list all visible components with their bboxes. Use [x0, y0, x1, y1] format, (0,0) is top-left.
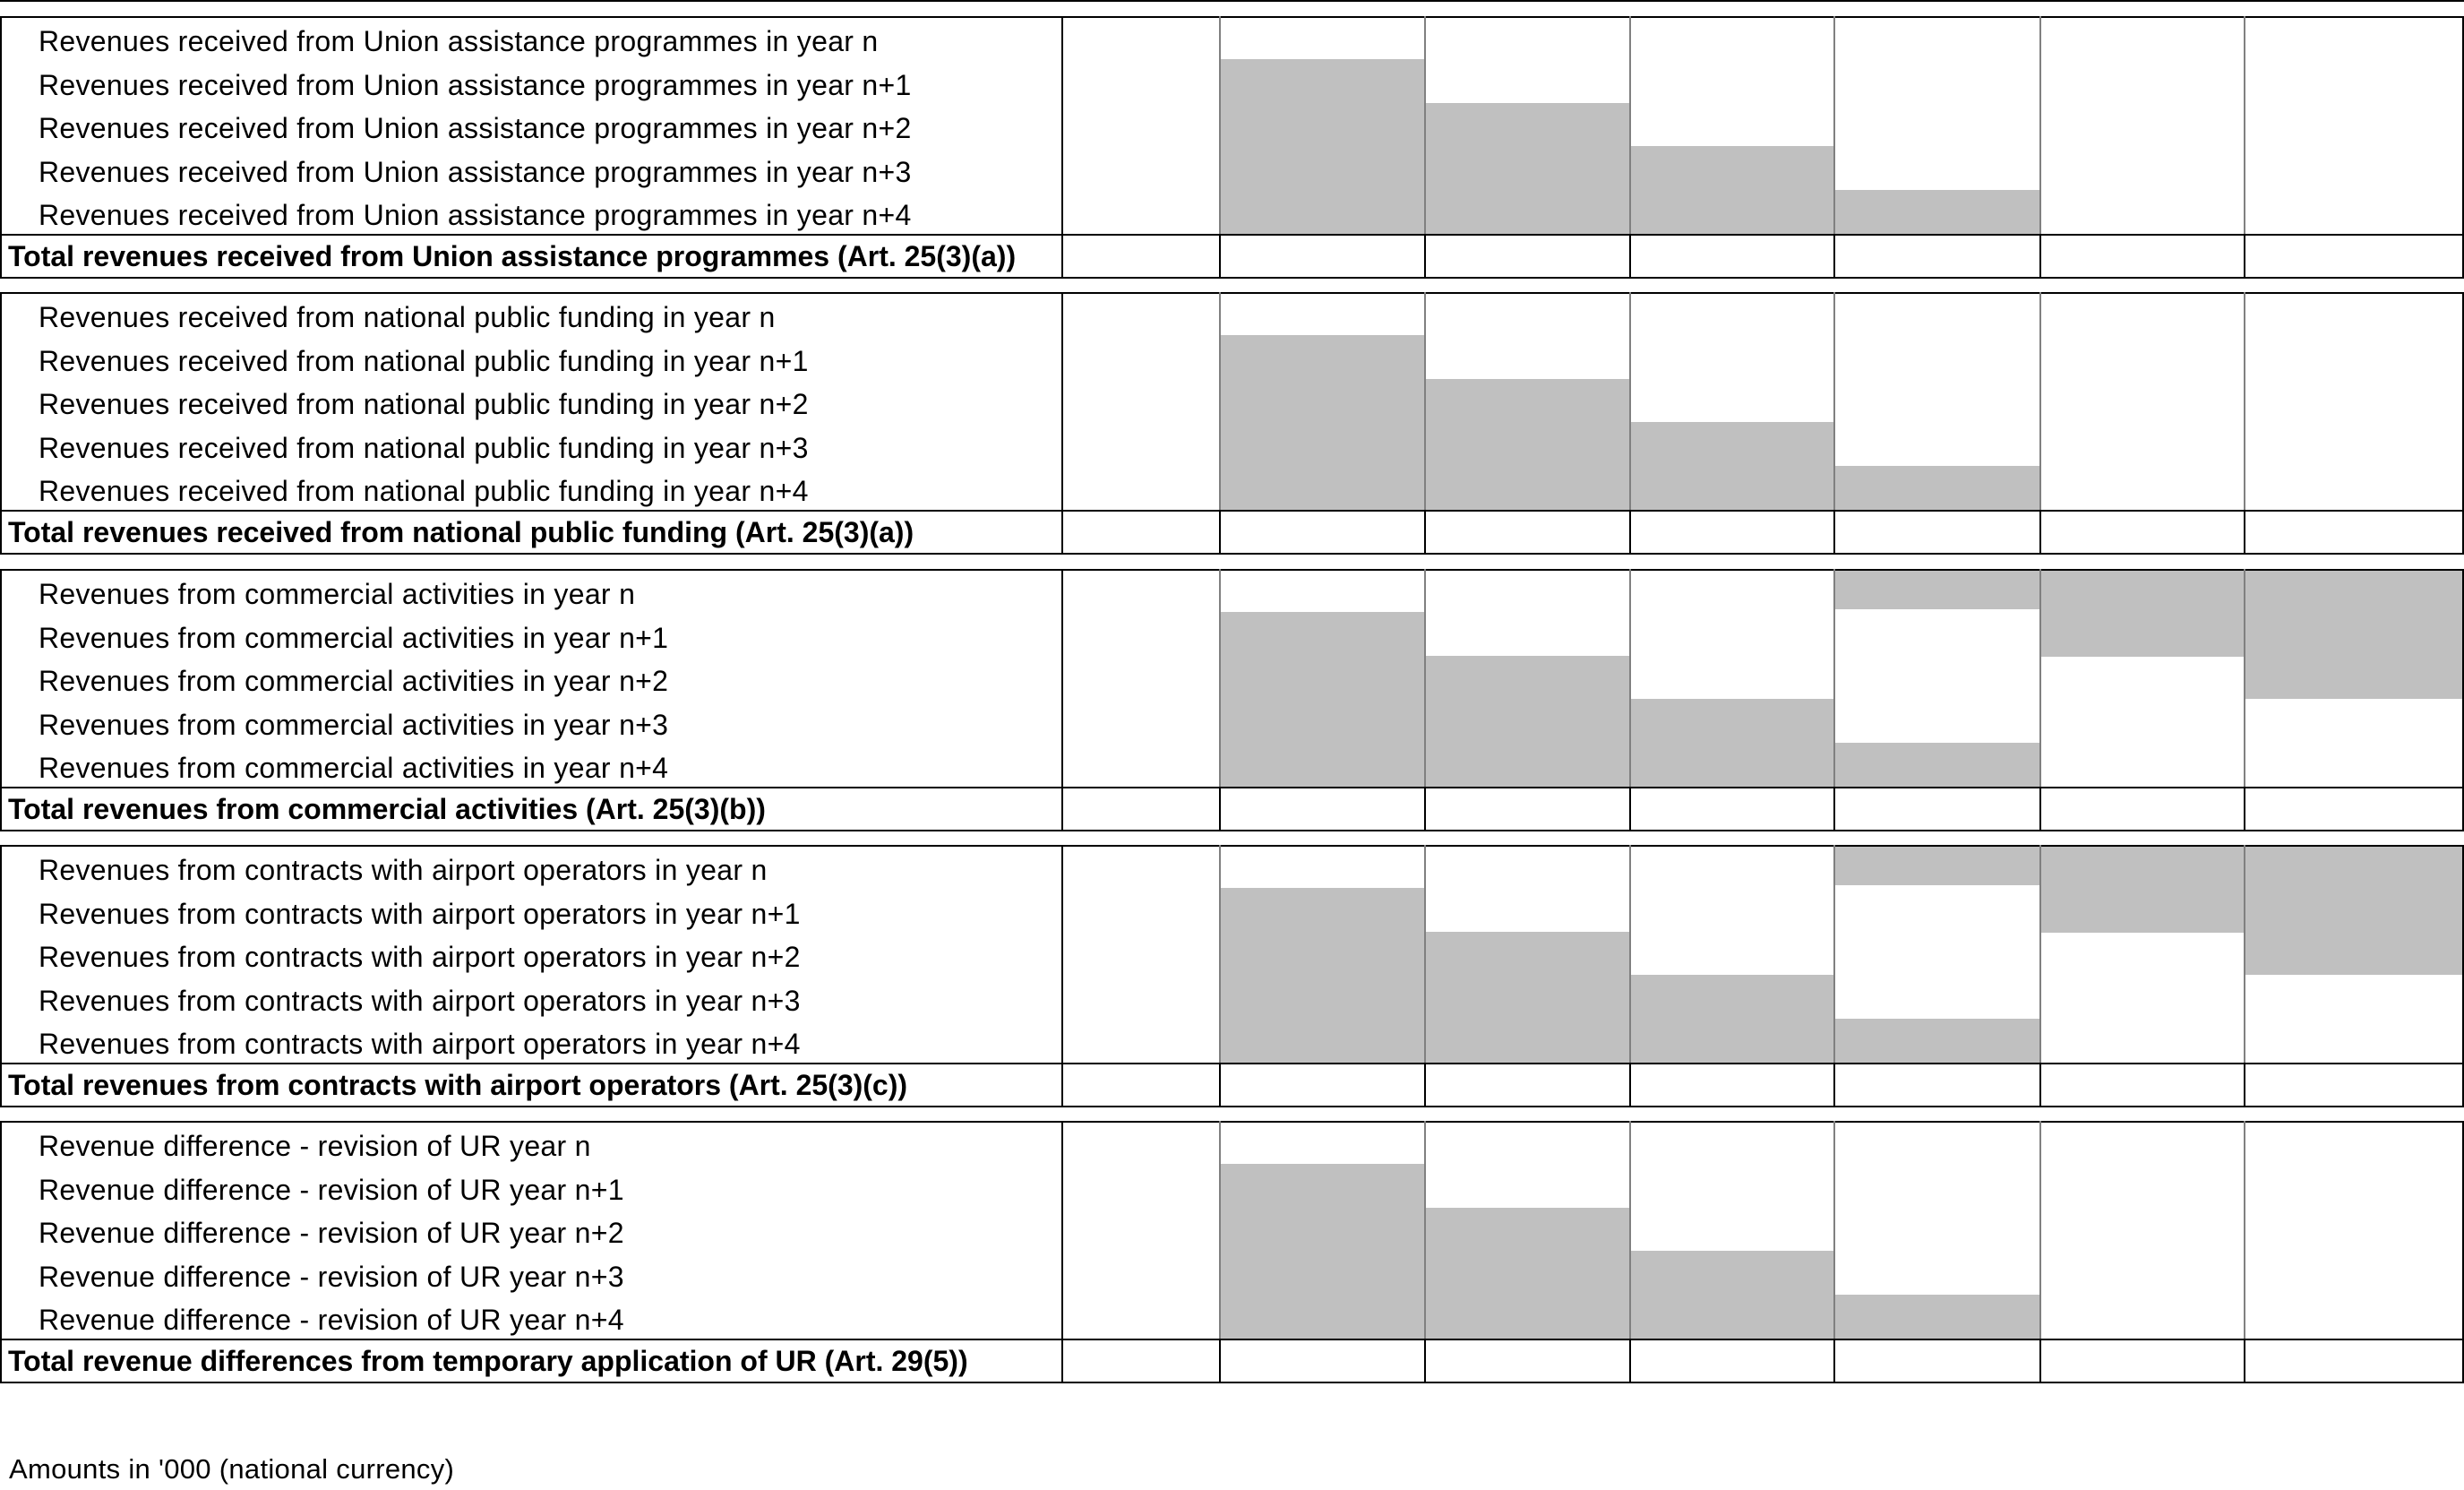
total-row-label: Total revenues from contracts with airport operators (Art. 25(3)(c))	[8, 1069, 908, 1101]
row-label: Revenues received from Union assistance programmes in year n+3	[39, 155, 912, 188]
column-rule	[1629, 292, 1631, 510]
column-rule	[2039, 234, 2041, 279]
shaded-cell	[1834, 743, 2039, 787]
shaded-cell	[1630, 699, 1833, 787]
column-rule	[1424, 1121, 1426, 1339]
column-rule	[1424, 569, 1426, 787]
column-rule	[1219, 16, 1221, 234]
column-rule	[2244, 1121, 2245, 1339]
column-rule	[1424, 292, 1426, 510]
column-rule	[2244, 510, 2245, 555]
shaded-cell	[1220, 612, 1424, 787]
column-rule	[1424, 845, 1426, 1063]
column-rule	[1219, 787, 1221, 831]
column-rule	[1833, 569, 1835, 787]
column-rule	[2039, 569, 2041, 787]
row-label: Revenue difference - revision of UR year n+2	[39, 1217, 624, 1249]
row-label: Revenues received from Union assistance programmes in year n	[39, 25, 879, 57]
shaded-cell	[1220, 59, 1424, 234]
shaded-cell	[1220, 1164, 1424, 1339]
column-rule	[2039, 16, 2041, 234]
section-2	[0, 292, 2462, 555]
row-label: Revenues received from Union assistance programmes in year n+2	[39, 112, 912, 144]
top-rule	[0, 0, 2464, 2]
column-rule	[1061, 845, 1063, 1063]
shaded-cell	[1220, 335, 1424, 510]
column-rule	[0, 845, 2, 1107]
column-rule	[1424, 234, 1426, 279]
footnote: Amounts in '000 (national currency)	[9, 1453, 455, 1485]
column-rule	[1061, 1339, 1063, 1383]
total-row-label: Total revenues received from Union assistance programmes (Art. 25(3)(a))	[8, 240, 1017, 272]
column-rule	[1629, 234, 1631, 279]
column-rule	[1424, 787, 1426, 831]
column-rule	[1219, 1121, 1221, 1339]
shaded-cell	[1834, 571, 2039, 609]
shaded-cell	[1834, 190, 2039, 234]
column-rule	[2039, 1063, 2041, 1107]
row-rule	[0, 569, 2464, 571]
column-rule	[1061, 787, 1063, 831]
column-rule	[2244, 1339, 2245, 1383]
column-rule	[2039, 1339, 2041, 1383]
column-rule	[2244, 1063, 2245, 1107]
column-rule	[1833, 1063, 1835, 1107]
column-rule	[1061, 234, 1063, 279]
section-3	[0, 569, 2462, 831]
row-label: Revenue difference - revision of UR year n+4	[39, 1304, 624, 1336]
column-rule	[1219, 510, 1221, 555]
column-rule	[2244, 292, 2245, 510]
shaded-cell	[1425, 103, 1629, 234]
column-rule	[2039, 1121, 2041, 1339]
column-rule	[2244, 16, 2245, 234]
shaded-cell	[1834, 1295, 2039, 1339]
column-rule	[1219, 292, 1221, 510]
column-rule	[1061, 510, 1063, 555]
column-rule	[1833, 510, 1835, 555]
row-label: Revenues from contracts with airport operators in year n+3	[39, 984, 801, 1017]
total-row-label: Total revenues received from national public funding (Art. 25(3)(a))	[8, 516, 914, 548]
shaded-cell	[1425, 932, 1629, 1063]
column-rule	[1833, 787, 1835, 831]
column-rule	[1629, 787, 1631, 831]
column-rule	[1424, 510, 1426, 555]
column-rule	[1424, 1063, 1426, 1107]
shaded-cell	[1834, 1019, 2039, 1063]
shaded-cell	[1425, 379, 1629, 510]
shaded-cell	[2245, 847, 2462, 975]
row-rule	[0, 1121, 2464, 1123]
column-rule	[1833, 292, 1835, 510]
column-rule	[1219, 845, 1221, 1063]
total-row-label: Total revenue differences from temporary application of UR (Art. 29(5))	[8, 1345, 968, 1377]
shaded-cell	[1220, 888, 1424, 1063]
row-label: Revenues from contracts with airport operators in year n+4	[39, 1028, 801, 1060]
shaded-cell	[1425, 656, 1629, 787]
column-rule	[2244, 234, 2245, 279]
row-label: Revenues from contracts with airport operators in year n+1	[39, 897, 801, 930]
column-rule	[2039, 510, 2041, 555]
column-rule	[1219, 1339, 1221, 1383]
row-rule	[0, 16, 2464, 18]
column-rule	[1061, 569, 1063, 787]
column-rule	[1219, 234, 1221, 279]
shaded-cell	[1834, 466, 2039, 510]
shaded-cell	[1630, 975, 1833, 1063]
column-rule	[1061, 1063, 1063, 1107]
column-rule	[2039, 292, 2041, 510]
row-label: Revenues from commercial activities in year n	[39, 578, 636, 610]
section-5	[0, 1121, 2462, 1383]
column-rule	[0, 292, 2, 555]
column-rule	[1833, 845, 1835, 1063]
row-label: Revenues received from national public funding in year n+1	[39, 344, 809, 377]
row-label: Revenue difference - revision of UR year n+3	[39, 1260, 624, 1293]
row-label: Revenues received from national public funding in year n+3	[39, 431, 809, 464]
shaded-cell	[1834, 847, 2039, 885]
column-rule	[1219, 569, 1221, 787]
column-rule	[0, 569, 2, 831]
row-label: Revenues received from Union assistance programmes in year n+4	[39, 199, 912, 231]
row-label: Revenues received from national public funding in year n	[39, 301, 776, 333]
column-rule	[1629, 1063, 1631, 1107]
column-rule	[1424, 1339, 1426, 1383]
total-row-label: Total revenues from commercial activities (Art. 25(3)(b))	[8, 793, 766, 825]
column-rule	[0, 1121, 2, 1383]
shaded-cell	[1630, 146, 1833, 234]
row-label: Revenues from commercial activities in year n+1	[39, 621, 669, 654]
row-label: Revenue difference - revision of UR year n	[39, 1130, 591, 1162]
column-rule	[1833, 1339, 1835, 1383]
section-4	[0, 845, 2462, 1107]
row-label: Revenues received from national public funding in year n+4	[39, 475, 809, 507]
column-rule	[1833, 16, 1835, 234]
column-rule	[1629, 16, 1631, 234]
column-rule	[1629, 510, 1631, 555]
column-rule	[1833, 1121, 1835, 1339]
row-rule	[0, 292, 2464, 294]
column-rule	[0, 16, 2, 279]
row-label: Revenues from commercial activities in year n+3	[39, 708, 669, 741]
row-label: Revenues from contracts with airport operators in year n	[39, 854, 768, 886]
column-rule	[1629, 845, 1631, 1063]
column-rule	[1061, 1121, 1063, 1339]
column-rule	[1061, 292, 1063, 510]
column-rule	[1833, 234, 1835, 279]
column-rule	[1424, 16, 1426, 234]
column-rule	[1219, 1063, 1221, 1107]
column-rule	[2039, 845, 2041, 1063]
shaded-cell	[1630, 422, 1833, 510]
shaded-cell	[1425, 1208, 1629, 1339]
column-rule	[1629, 1339, 1631, 1383]
shaded-cell	[2040, 571, 2244, 657]
row-label: Revenues from commercial activities in year n+4	[39, 752, 669, 784]
column-rule	[2244, 787, 2245, 831]
shaded-cell	[2040, 847, 2244, 933]
row-rule	[0, 845, 2464, 847]
column-rule	[1629, 569, 1631, 787]
column-rule	[2039, 787, 2041, 831]
column-rule	[2244, 845, 2245, 1063]
shaded-cell	[1630, 1251, 1833, 1339]
column-rule	[1629, 1121, 1631, 1339]
row-label: Revenues received from Union assistance programmes in year n+1	[39, 68, 912, 101]
row-label: Revenues from contracts with airport operators in year n+2	[39, 941, 801, 973]
column-rule	[1061, 16, 1063, 234]
section-1	[0, 16, 2462, 279]
column-rule	[2244, 569, 2245, 787]
row-label: Revenues received from national public funding in year n+2	[39, 388, 809, 420]
row-label: Revenue difference - revision of UR year n+1	[39, 1173, 624, 1206]
row-label: Revenues from commercial activities in year n+2	[39, 665, 669, 697]
shaded-cell	[2245, 571, 2462, 699]
